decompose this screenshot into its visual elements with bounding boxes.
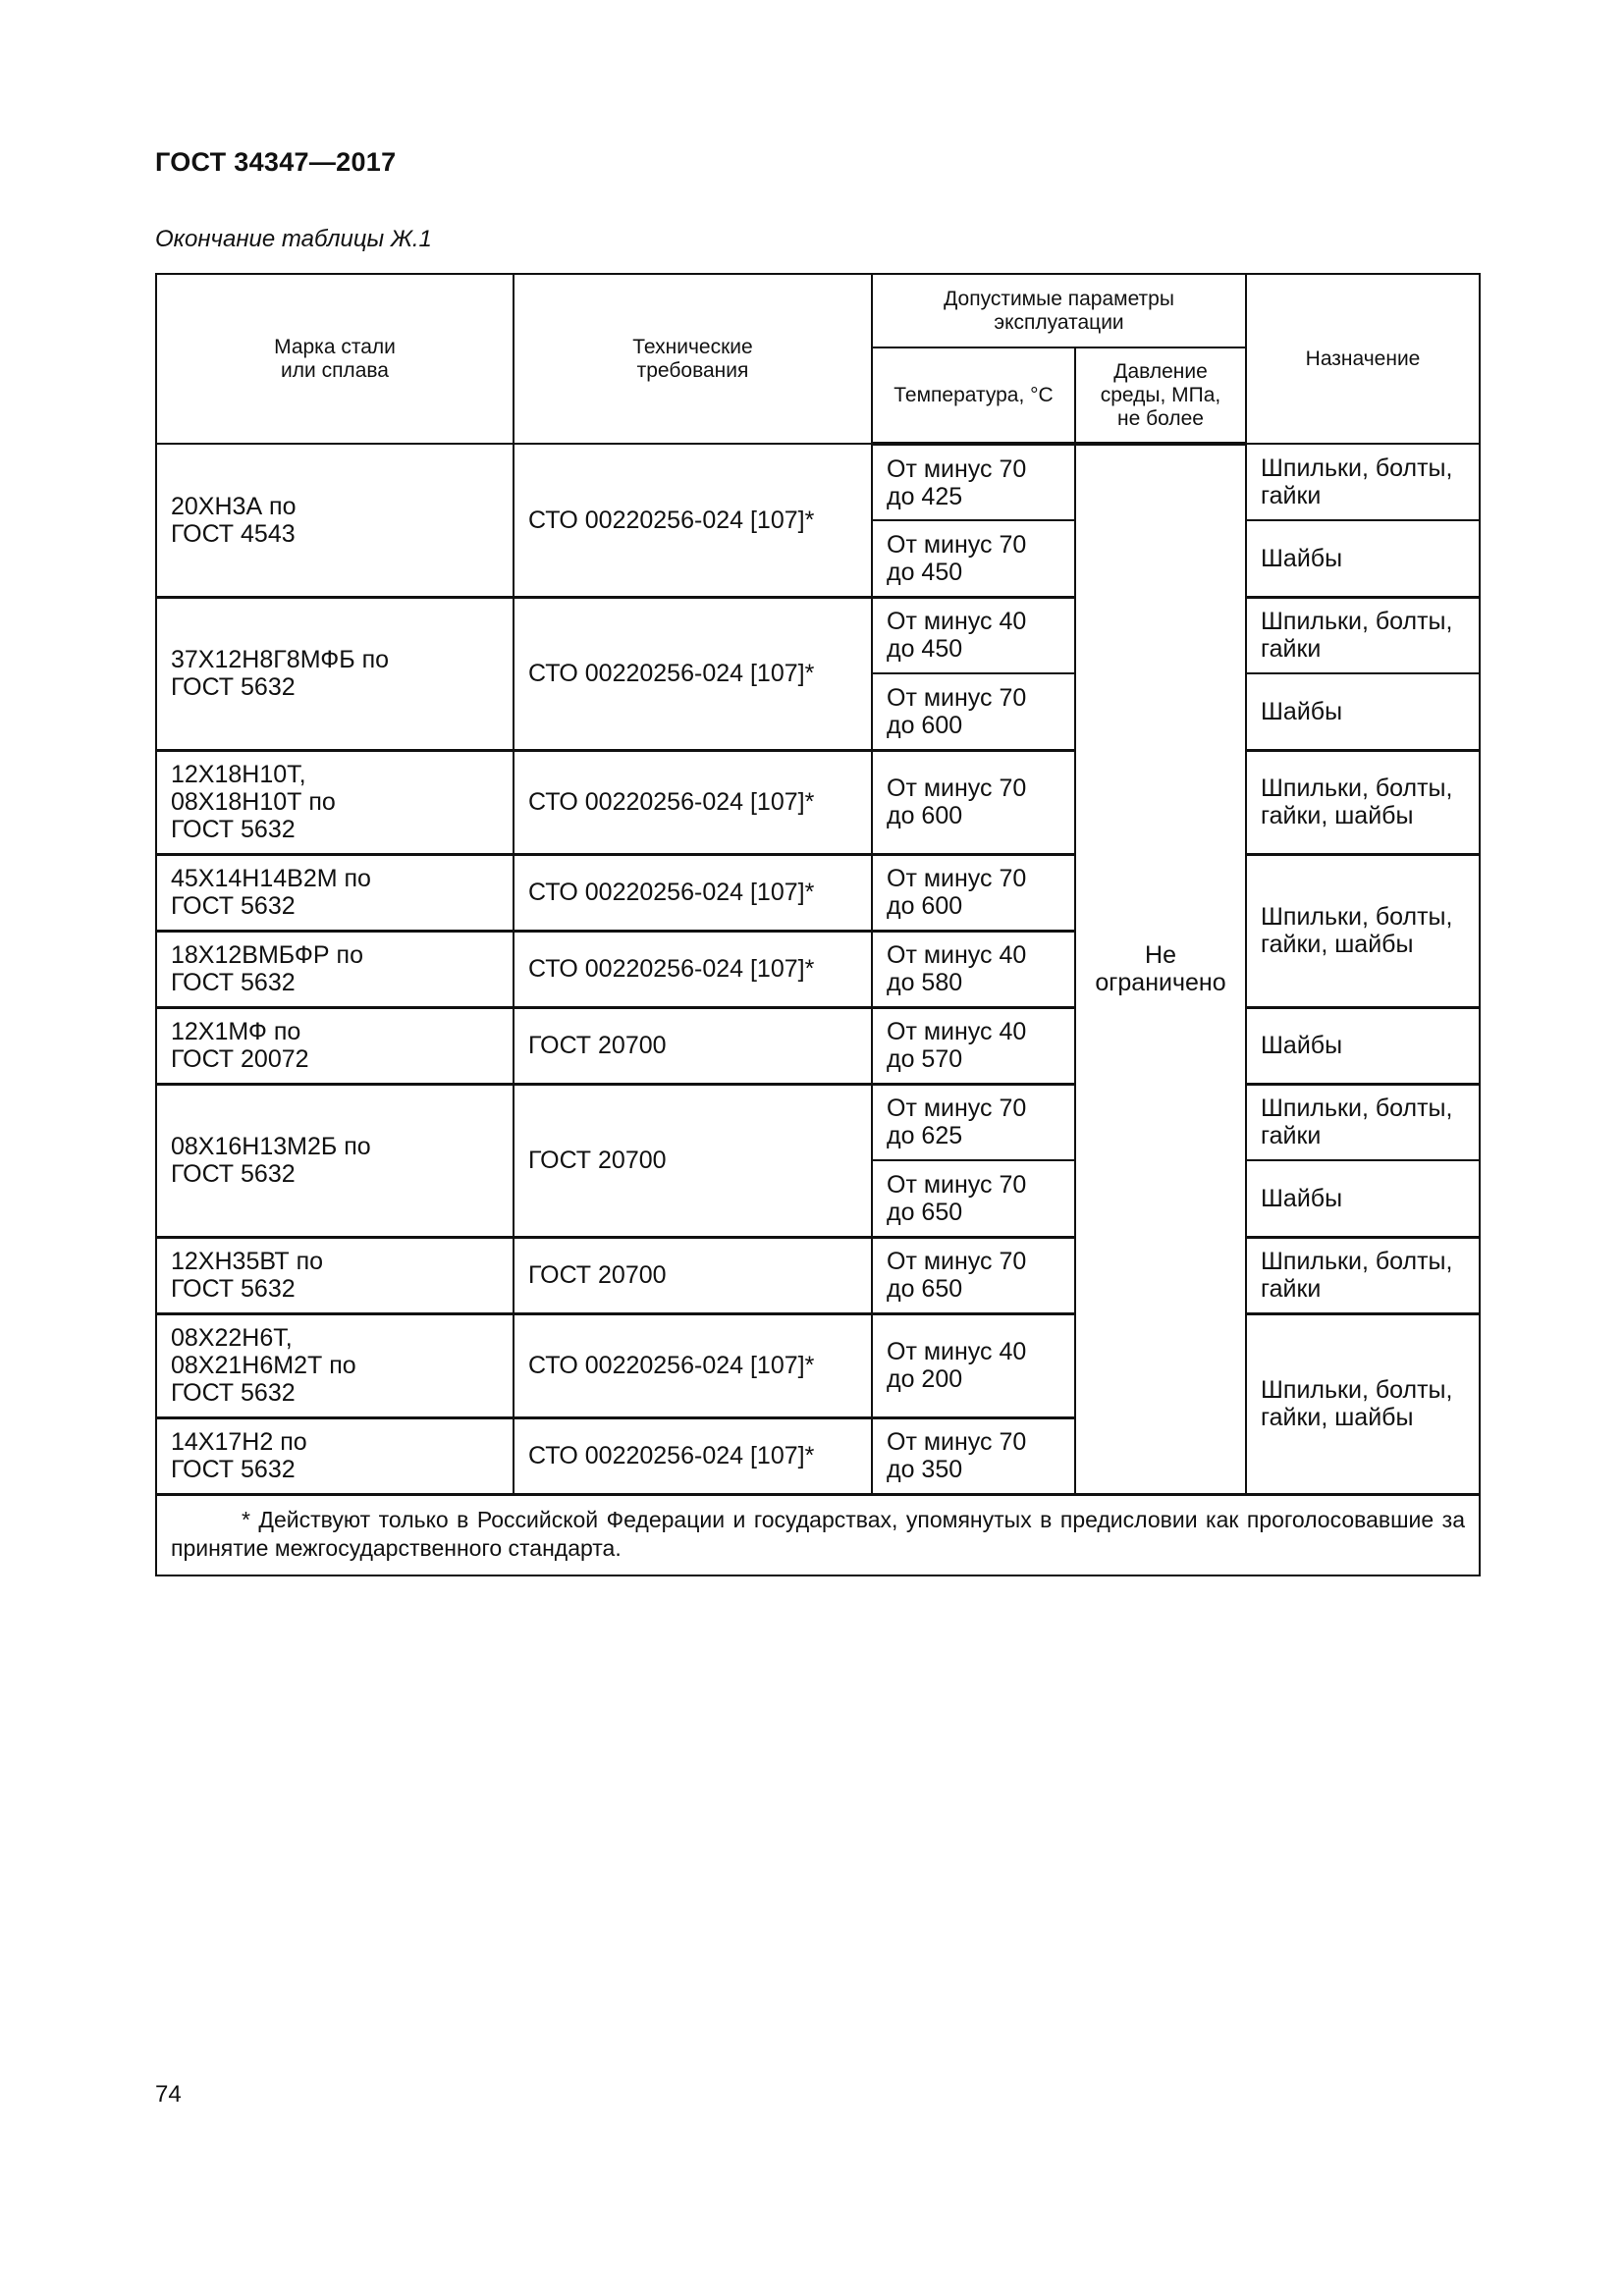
- header-pressure: Давление среды, МПа, не более: [1075, 347, 1246, 444]
- cell-purpose: Шайбы: [1246, 520, 1480, 597]
- header-tech-requirements: Технические требования: [514, 274, 872, 444]
- cell-temperature: От минус 70 до 625: [872, 1084, 1075, 1160]
- cell-steel-grade: 12ХН35ВТ по ГОСТ 5632: [156, 1237, 514, 1313]
- cell-temperature: От минус 70 до 600: [872, 673, 1075, 750]
- table-row: [156, 1313, 1480, 1417]
- cell-purpose: Шпильки, болты, гайки, шайбы: [1246, 1313, 1480, 1494]
- table-row: [156, 444, 1480, 520]
- cell-purpose: Шпильки, болты, гайки: [1246, 1084, 1480, 1160]
- cell-steel-grade: 14Х17Н2 по ГОСТ 5632: [156, 1417, 514, 1494]
- cell-temperature: От минус 70 до 450: [872, 520, 1075, 597]
- table-footnote-row: [156, 1494, 1480, 1575]
- cell-temperature: От минус 40 до 200: [872, 1313, 1075, 1417]
- cell-tech-requirements: ГОСТ 20700: [514, 1084, 872, 1237]
- page-number: 74: [155, 2081, 182, 2108]
- cell-tech-requirements: СТО 00220256-024 [107]*: [514, 444, 872, 597]
- table-row: [156, 1084, 1480, 1160]
- table-row: [156, 597, 1480, 673]
- cell-steel-grade: 37Х12Н8Г8МФБ по ГОСТ 5632: [156, 597, 514, 750]
- cell-tech-requirements: ГОСТ 20700: [514, 1237, 872, 1313]
- steel-grades-table: [155, 273, 1481, 1576]
- table-row: [156, 1007, 1480, 1084]
- cell-temperature: От минус 70 до 650: [872, 1160, 1075, 1237]
- document-title: ГОСТ 34347—2017: [155, 147, 397, 177]
- cell-purpose: Шайбы: [1246, 1160, 1480, 1237]
- cell-steel-grade: 20ХН3А по ГОСТ 4543: [156, 444, 514, 597]
- cell-purpose: Шпильки, болты, гайки: [1246, 597, 1480, 673]
- cell-temperature: От минус 70 до 350: [872, 1417, 1075, 1494]
- table-row: [156, 1237, 1480, 1313]
- cell-purpose: Шайбы: [1246, 673, 1480, 750]
- cell-temperature: От минус 70 до 600: [872, 854, 1075, 931]
- table-row: [156, 854, 1480, 931]
- cell-steel-grade: 08Х22Н6Т, 08Х21Н6М2Т по ГОСТ 5632: [156, 1313, 514, 1417]
- cell-purpose: Шпильки, болты, гайки: [1246, 1237, 1480, 1313]
- header-temperature: Температура, °С: [872, 347, 1075, 444]
- table-caption: Окончание таблицы Ж.1: [155, 226, 432, 252]
- cell-steel-grade: 45Х14Н14В2М по ГОСТ 5632: [156, 854, 514, 931]
- cell-temperature: От минус 70 до 425: [872, 444, 1075, 520]
- cell-tech-requirements: СТО 00220256-024 [107]*: [514, 750, 872, 854]
- header-steel-grade: Марка стали или сплава: [156, 274, 514, 444]
- cell-purpose: Шайбы: [1246, 1007, 1480, 1084]
- cell-temperature: От минус 70 до 650: [872, 1237, 1075, 1313]
- cell-steel-grade: 18Х12ВМБФР по ГОСТ 5632: [156, 931, 514, 1007]
- header-operating-params: Допустимые параметры эксплуатации: [872, 274, 1246, 347]
- cell-tech-requirements: СТО 00220256-024 [107]*: [514, 854, 872, 931]
- cell-steel-grade: 08Х16Н13М2Б по ГОСТ 5632: [156, 1084, 514, 1237]
- table-footnote-cell: [156, 1494, 1480, 1575]
- cell-purpose: Шпильки, болты, гайки: [1246, 444, 1480, 520]
- table-row: [156, 750, 1480, 854]
- header-purpose: Назначение: [1246, 274, 1480, 444]
- table-footnote: * Действуют только в Российской Федерации и государствах, упомянутых в предисловии как проголосовавшие за принятие межгосударственного стандарта.: [171, 1506, 1466, 1561]
- cell-tech-requirements: СТО 00220256-024 [107]*: [514, 597, 872, 750]
- cell-tech-requirements: СТО 00220256-024 [107]*: [514, 931, 872, 1007]
- cell-purpose: Шпильки, болты, гайки, шайбы: [1246, 854, 1480, 1007]
- cell-temperature: От минус 70 до 600: [872, 750, 1075, 854]
- cell-purpose: Шпильки, болты, гайки, шайбы: [1246, 750, 1480, 854]
- cell-pressure-value: Не ограничено: [1075, 444, 1246, 1494]
- cell-steel-grade: 12Х18Н10Т, 08Х18Н10Т по ГОСТ 5632: [156, 750, 514, 854]
- cell-tech-requirements: ГОСТ 20700: [514, 1007, 872, 1084]
- cell-steel-grade: 12Х1МФ по ГОСТ 20072: [156, 1007, 514, 1084]
- cell-temperature: От минус 40 до 450: [872, 597, 1075, 673]
- cell-tech-requirements: СТО 00220256-024 [107]*: [514, 1417, 872, 1494]
- cell-temperature: От минус 40 до 580: [872, 931, 1075, 1007]
- cell-tech-requirements: СТО 00220256-024 [107]*: [514, 1313, 872, 1417]
- cell-temperature: От минус 40 до 570: [872, 1007, 1075, 1084]
